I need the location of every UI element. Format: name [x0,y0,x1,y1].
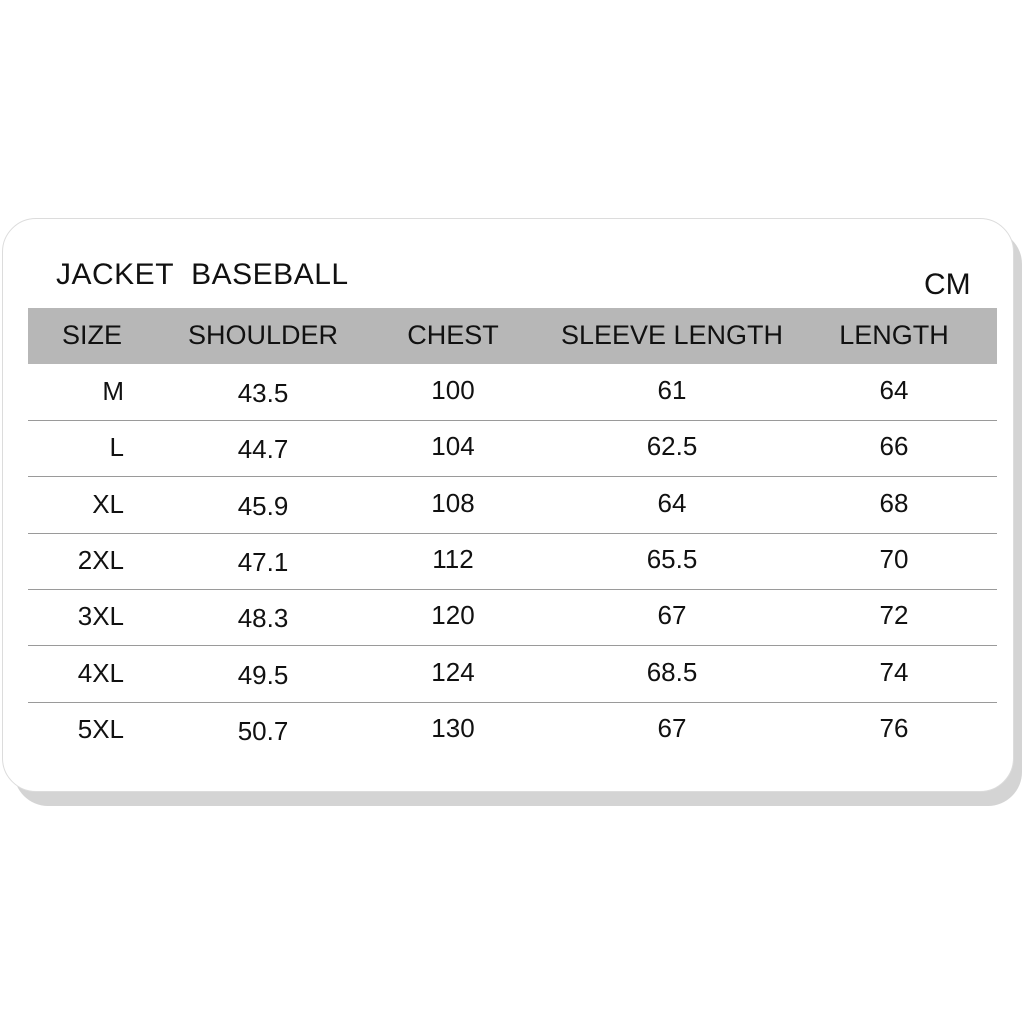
cell-shoulder: 47.1 [237,546,289,577]
cell-shoulder: 45.9 [237,490,289,521]
cell-sleeve-length: 67 [657,712,687,743]
cell-length: 70 [879,543,909,574]
cell-size: 4XL [77,657,124,688]
header-chest: CHEST [407,320,499,350]
cell-sleeve-length: 68.5 [646,656,698,687]
row-divider [28,420,997,421]
cell-length: 64 [879,375,909,405]
cell-sleeve-length: 67 [657,600,687,631]
row-divider [28,589,997,590]
cell-chest: 112 [432,543,474,574]
cell-length: 72 [879,600,909,631]
cell-size: L [109,432,124,463]
chart-title: JACKET BASEBALL [56,258,349,291]
header-shoulder: SHOULDER [187,320,339,350]
cell-size: 3XL [77,601,124,632]
header-length: LENGTH [839,320,949,350]
cell-shoulder: 49.5 [237,659,289,690]
cell-length: 66 [879,431,909,462]
cell-chest: 124 [431,656,475,687]
cell-chest: 130 [431,712,475,743]
row-divider [28,645,997,646]
cell-sleeve-length: 61 [657,375,687,405]
cell-shoulder: 44.7 [237,434,289,465]
cell-shoulder: 50.7 [237,715,289,746]
cell-sleeve-length: 64 [657,487,687,518]
cell-size: M [102,376,124,406]
cell-length: 68 [879,487,909,518]
cell-chest: 100 [431,375,475,405]
cell-size: XL [92,488,124,519]
cell-chest: 104 [431,431,475,462]
header-sleeve-length: SLEEVE LENGTH [560,320,784,350]
row-divider [28,533,997,534]
cell-sleeve-length: 62.5 [646,431,698,462]
size-chart-card [2,218,1014,792]
unit-label: CM [924,268,971,301]
cell-length: 74 [879,656,909,687]
cell-size: 5XL [77,713,124,744]
row-divider [28,476,997,477]
cell-chest: 108 [431,487,475,518]
row-divider [28,702,997,703]
cell-chest: 120 [431,600,475,631]
cell-sleeve-length: 65.5 [646,543,698,574]
header-size: SIZE [61,320,123,350]
cell-shoulder: 48.3 [237,603,289,634]
cell-length: 76 [879,712,909,743]
cell-shoulder: 43.5 [237,378,289,408]
cell-size: 2XL [77,544,124,575]
